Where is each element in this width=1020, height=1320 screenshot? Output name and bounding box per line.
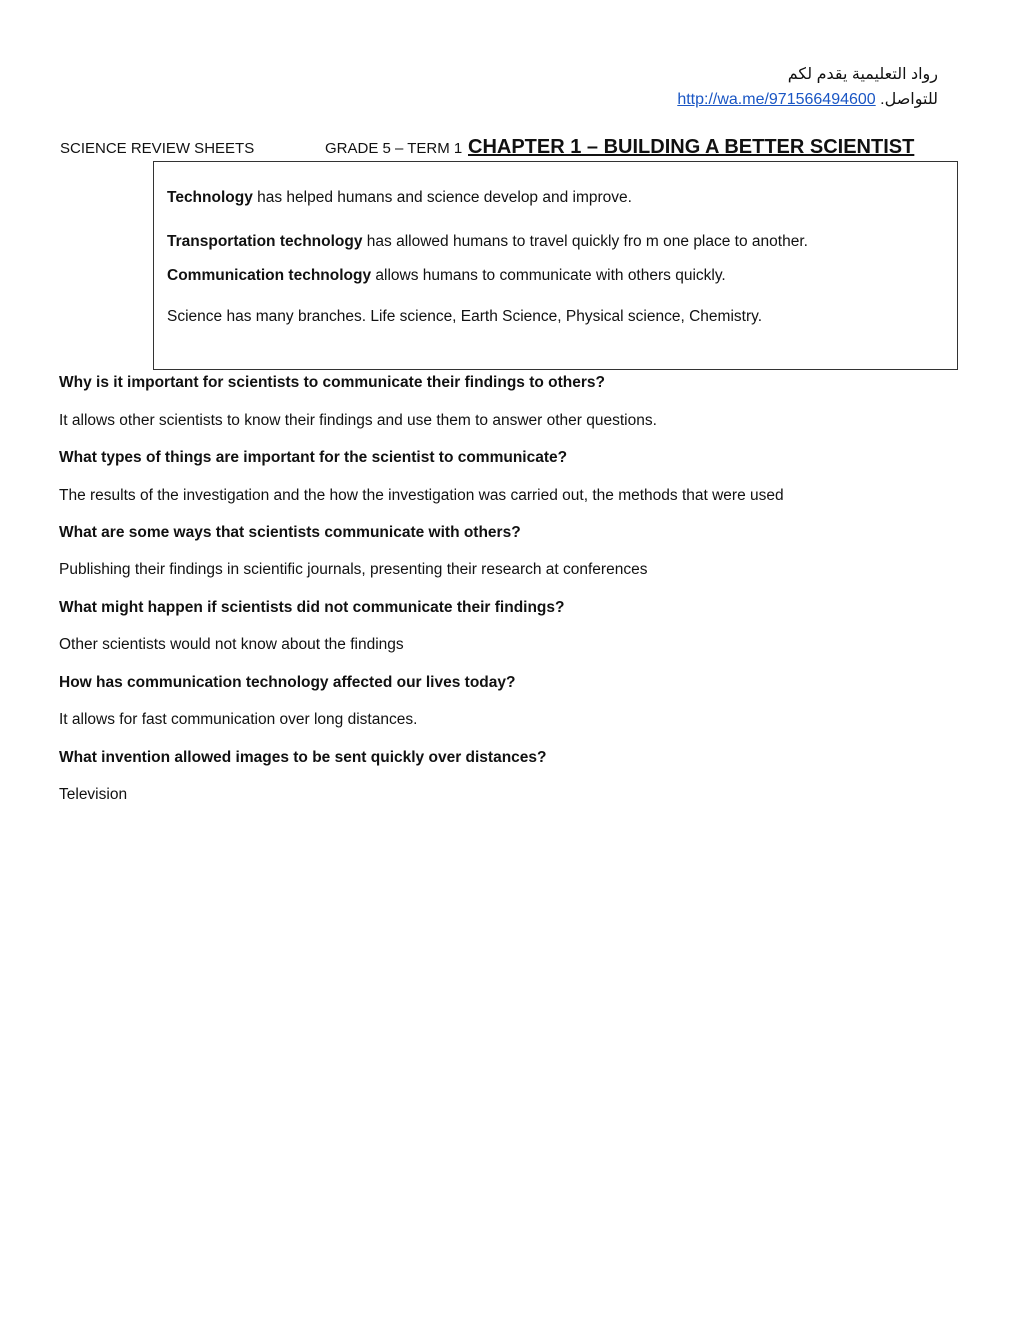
question: What are some ways that scientists communicate with others? <box>59 524 521 541</box>
question: What invention allowed images to be sent quickly over distances? <box>59 749 547 766</box>
question: What might happen if scientists did not communicate their findings? <box>59 599 565 616</box>
summary-box <box>153 161 958 370</box>
answer: The results of the investigation and the how the investigation was carried out, the methods that were used <box>59 487 784 504</box>
summary-text: has allowed humans to travel quickly fro m one place to another. <box>362 233 808 250</box>
question: How has communication technology affected our lives today? <box>59 674 516 691</box>
chapter-title: CHAPTER 1 – BUILDING A BETTER SCIENTIST <box>468 136 915 158</box>
answer: It allows other scientists to know their findings and use them to answer other questions. <box>59 412 657 429</box>
review-sheets-title: SCIENCE REVIEW SHEETS <box>60 140 255 157</box>
answer: Other scientists would not know about the findings <box>59 636 404 653</box>
summary-line <box>167 189 632 207</box>
summary-line <box>167 308 762 326</box>
summary-term: Communication technology <box>167 267 372 284</box>
publisher-arabic-line: رواد التعليمية يقدم لكم <box>787 66 938 83</box>
summary-term: Technology <box>167 189 253 206</box>
contact-line <box>677 89 938 109</box>
contact-label: للتواصل. <box>880 91 938 108</box>
summary-line <box>167 267 726 285</box>
contact-link[interactable]: http://wa.me/971566494600 <box>677 91 876 108</box>
question: What types of things are important for the scientist to communicate? <box>59 449 568 466</box>
summary-line <box>167 233 808 251</box>
grade-term-label: GRADE 5 – TERM 1 <box>325 140 463 157</box>
question: Why is it important for scientists to communicate their findings to others? <box>59 374 605 391</box>
summary-text: Science has many branches. Life science, Earth Science, Physical science, Chemistry. <box>167 308 763 325</box>
answer: Publishing their findings in scientific journals, presenting their research at conferences <box>59 561 648 578</box>
answer: Television <box>59 786 128 803</box>
summary-text: has helped humans and science develop and improve. <box>252 189 632 206</box>
summary-term: Transportation technology <box>167 233 363 250</box>
answer: It allows for fast communication over long distances. <box>59 711 418 728</box>
summary-text: allows humans to communicate with others quickly. <box>371 267 726 284</box>
